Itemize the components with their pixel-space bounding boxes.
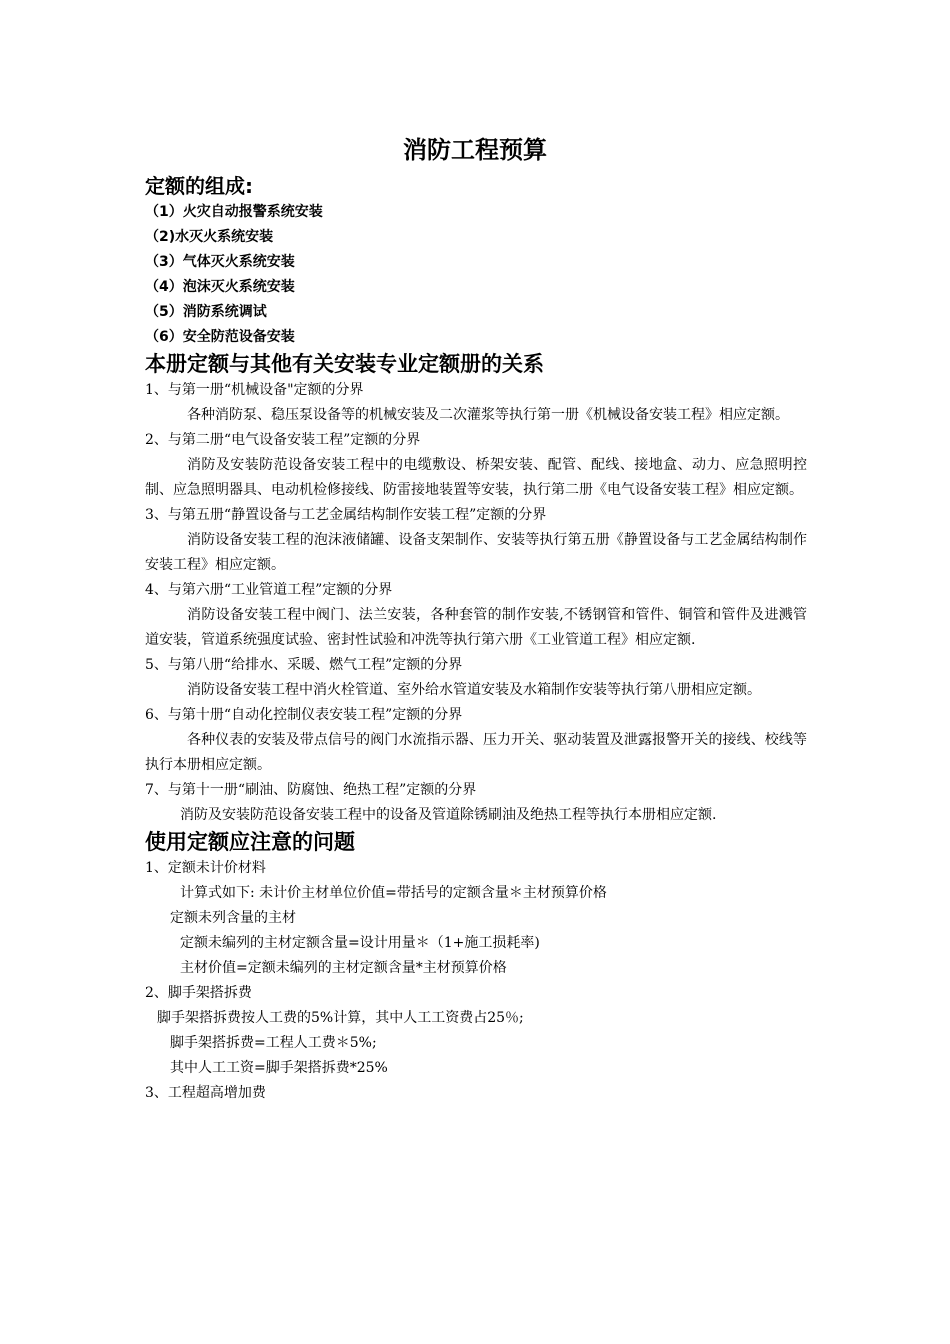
list-item: （1）火灾自动报警系统安装 [145,204,323,220]
list-item: （2)水灭火系统安装 [145,229,274,245]
entry-label: 3、与第五册“静置设备与工艺金属结构制作安装工程”定额的分界 [145,507,547,523]
entry-label: 5、与第八册“给排水、采暖、燃气工程”定额的分界 [145,657,463,673]
note-subheading: 定额未列含量的主材 [170,910,296,926]
entry-text: 消防及安装防范设备安装工程中的电缆敷设、桥架安装、配管、配线、接地盒、动力、应急照明控制、应急照明器具、电动机检修接线、防雷接地装置等安装，执行第二册《电气设备安装工程》相应定额。 [145,457,807,498]
entry-label: 7、与第十一册“刷油、防腐蚀、绝热工程”定额的分界 [145,782,477,798]
formula-line: 主材价值=定额未编列的主材定额含量*主材预算价格 [180,960,507,976]
note-label: 1、定额未计价材料 [145,860,266,876]
entry-label: 2、与第二册“电气设备安装工程”定额的分界 [145,432,421,448]
formula-line: 脚手架搭拆费=工程人工费＊5%; [170,1035,377,1051]
section-heading-notes: 使用定额应注意的问题 [145,830,355,854]
list-item: （6）安全防范设备安装 [145,329,295,345]
note-label: 2、脚手架搭拆费 [145,985,252,1001]
note-label: 3、工程超高增加费 [145,1085,266,1101]
entry-text: 消防设备安装工程中阀门、法兰安装，各种套管的制作安装,不锈钢管和管件、铜管和管件及进溅管道安装，管道系统强度试验、密封性试验和冲洗等执行第六册《工业管道工程》相应定额. [145,607,807,648]
formula-line: 脚手架搭拆费按人工费的5%计算，其中人工工资费占25％; [157,1010,524,1026]
entry-text: 各种仪表的安装及带点信号的阀门水流指示器、压力开关、驱动装置及泄露报警开关的接线、校线等执行本册相应定额。 [145,732,807,773]
formula-line: 计算式如下: 未计价主材单位价值=带括号的定额含量＊主材预算价格 [180,885,607,901]
entry-label: 6、与第十册“自动化控制仪表安装工程”定额的分界 [145,707,463,723]
entry-text: 消防及安装防范设备安装工程中的设备及管道除锈刷油及绝热工程等执行本册相应定额. [180,807,717,823]
entry-text: 消防设备安装工程的泡沫液储罐、设备支架制作、安装等执行第五册《静置设备与工艺金属结构制作安装工程》相应定额。 [145,532,807,573]
section-heading-relations: 本册定额与其他有关安装专业定额册的关系 [145,352,544,376]
entry-text: 各种消防泵、稳压泵设备等的机械安装及二次灌浆等执行第一册《机械设备安装工程》相应定额。 [187,407,789,423]
document-body [145,172,807,1106]
entry-text: 消防设备安装工程中消火栓管道、室外给水管道安装及水箱制作安装等执行第八册相应定额。 [187,682,761,698]
document-title: 消防工程预算 [403,136,547,164]
list-item: （4）泡沫灭火系统安装 [145,279,295,295]
entry-label: 1、与第一册“机械设备"定额的分界 [145,382,364,398]
formula-line: 其中人工工资=脚手架搭拆费*25% [170,1060,388,1076]
formula-line: 定额未编列的主材定额含量=设计用量＊（1+施工损耗率) [180,935,540,951]
list-item: （3）气体灭火系统安装 [145,254,295,270]
section-heading-composition: 定额的组成: [145,174,253,198]
entry-label: 4、与第六册“工业管道工程”定额的分界 [145,582,393,598]
list-item: （5）消防系统调试 [145,304,267,320]
